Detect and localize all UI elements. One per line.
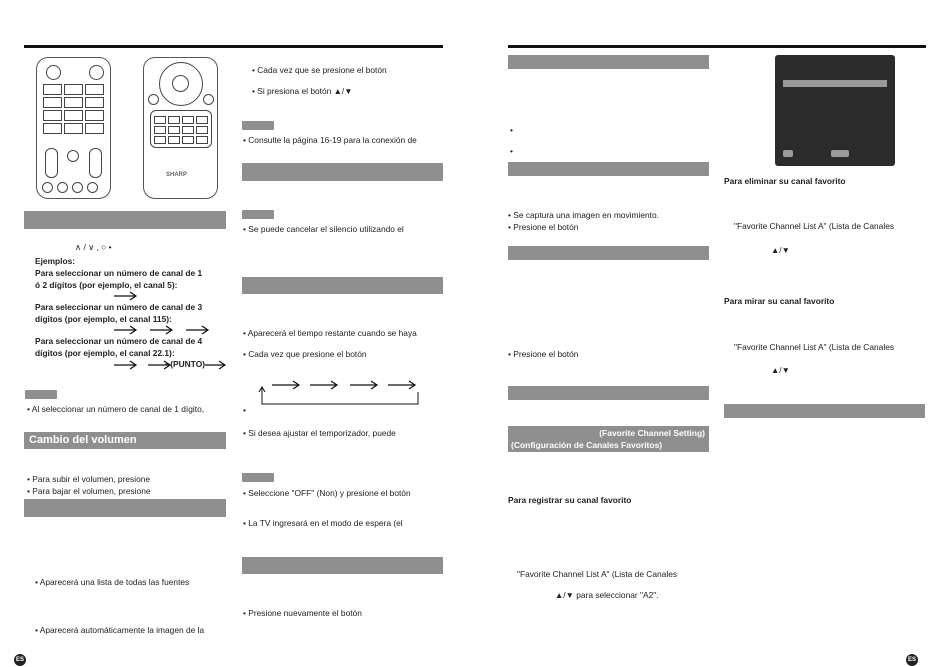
delete-favorite-heading: Para eliminar su canal favorito [724,176,846,186]
favorite-list-text-1: "Favorite Channel List A" (Lista de Canales [734,221,895,231]
remote-control-illustration-2 [143,57,218,199]
example2-line2: dígitos (por ejemplo, el canal 115): [35,314,172,324]
mute-cancel-text: • Se puede cancelar el silencio utilizando el [243,224,404,234]
favorite-list-text: "Favorite Channel List A" (Lista de Canales [517,569,678,579]
bullet-1: • [510,125,513,135]
note-badge [242,210,274,219]
channel-select-heading-bar [24,211,226,229]
section-heading-bar [508,55,709,69]
volume-heading: Cambio del volumen [29,434,137,446]
volume-heading-bar [24,432,226,449]
consult-text: • Consulte la página 16-19 para la conexión de [243,135,417,145]
each-press-text-2: • Cada vez que presione el botón [243,349,367,359]
register-favorite-heading: Para registrar su canal favorito [508,495,632,505]
volume-up-text: • Para subir el volumen, presione [27,474,151,484]
arrow-right-icon [114,290,138,302]
remote-control-illustration [36,57,111,199]
favorite-channel-heading-bar [508,426,709,452]
sleep-timer-heading-bar [242,277,443,294]
arrow-right-icon [150,324,174,336]
timer-adjust-text: • Si desea ajustar el temporizador, puede [243,428,396,438]
right-top-rule [508,45,926,48]
input-source-heading-bar [24,499,226,517]
if-press-text: • Si presiona el botón ▲/▼ [252,86,353,96]
freeze-motion-text: • Se captura una imagen en movimiento. [508,210,659,220]
press-button-text-2: • Presione el botón [508,349,579,359]
note-badge [242,121,274,130]
arrow-right-icon [186,324,210,336]
dot-key-label: • (PUNTO) [165,359,205,369]
favorite-list-text-2: "Favorite Channel List A" (Lista de Canales [734,342,895,352]
page-badge-left: ES [14,654,26,666]
remote-brand-label: SHARP [166,172,188,178]
power-heading-bar [242,557,443,574]
note-badge [25,390,57,399]
arrow-right-icon [205,359,227,371]
tv-screen-menu-illustration [775,55,895,166]
example1-line1: Para seleccionar un número de canal de 1 [35,268,203,278]
section-heading-bar-4 [724,404,925,418]
arrow-right-icon [114,324,138,336]
example1-line2: ó 2 dígitos (por ejemplo, el canal 5): [35,280,178,290]
press-again-text: • Presione nuevamente el botón [243,608,362,618]
watch-favorite-heading: Para mirar su canal favorito [724,296,835,306]
standby-text: • La TV ingresará en el modo de espera (el [243,518,403,528]
bullet-2: • [510,146,513,156]
example2-line1: Para seleccionar un número de canal de 3 [35,302,203,312]
page-badge-right: ES [906,654,918,666]
favorite-heading-line2: (Configuración de Canales Favoritos) [511,440,663,450]
each-press-text: • Cada vez que se presione el botón [252,65,387,75]
section-heading-bar-3 [508,386,709,400]
channel-keys-line: ∧ / ∨ , ○ • [75,242,112,252]
volume-down-text: • Para bajar el volumen, presione [27,486,151,496]
select-a2-text: ▲/▼ para seleccionar "A2". [555,590,659,600]
example3-line2: dígitos (por ejemplo, el canal 22.1): [35,348,175,358]
mute-heading-bar [242,163,443,181]
up-down-arrows-2: ▲/▼ [771,365,790,375]
freeze-heading-bar [508,162,709,176]
select-off-text: • Seleccione "OFF" (Non) y presione el botón [243,488,411,498]
favorite-heading-line1: (Favorite Channel Setting) [599,428,705,438]
examples-label: Ejemplos: [35,256,76,266]
press-button-text: • Presione el botón [508,222,579,232]
example3-line1: Para seleccionar un número de canal de 4 [35,336,203,346]
auto-image-text: • Aparecerá automáticamente la imagen de la [35,625,205,635]
note-badge [242,473,274,482]
bullet-text: • [243,405,246,415]
arrow-right-icon [114,359,138,371]
source-list-text: • Aparecerá una lista de todas las fuentes [35,577,190,587]
remaining-time-text: • Aparecerá el tiempo restante cuando se haya [243,328,417,338]
timer-cycle-diagram [258,378,420,410]
single-digit-note: • Al seleccionar un número de canal de 1 dígito, [27,404,205,414]
left-top-rule [24,45,443,48]
section-heading-bar-2 [508,246,709,260]
up-down-arrows-1: ▲/▼ [771,245,790,255]
